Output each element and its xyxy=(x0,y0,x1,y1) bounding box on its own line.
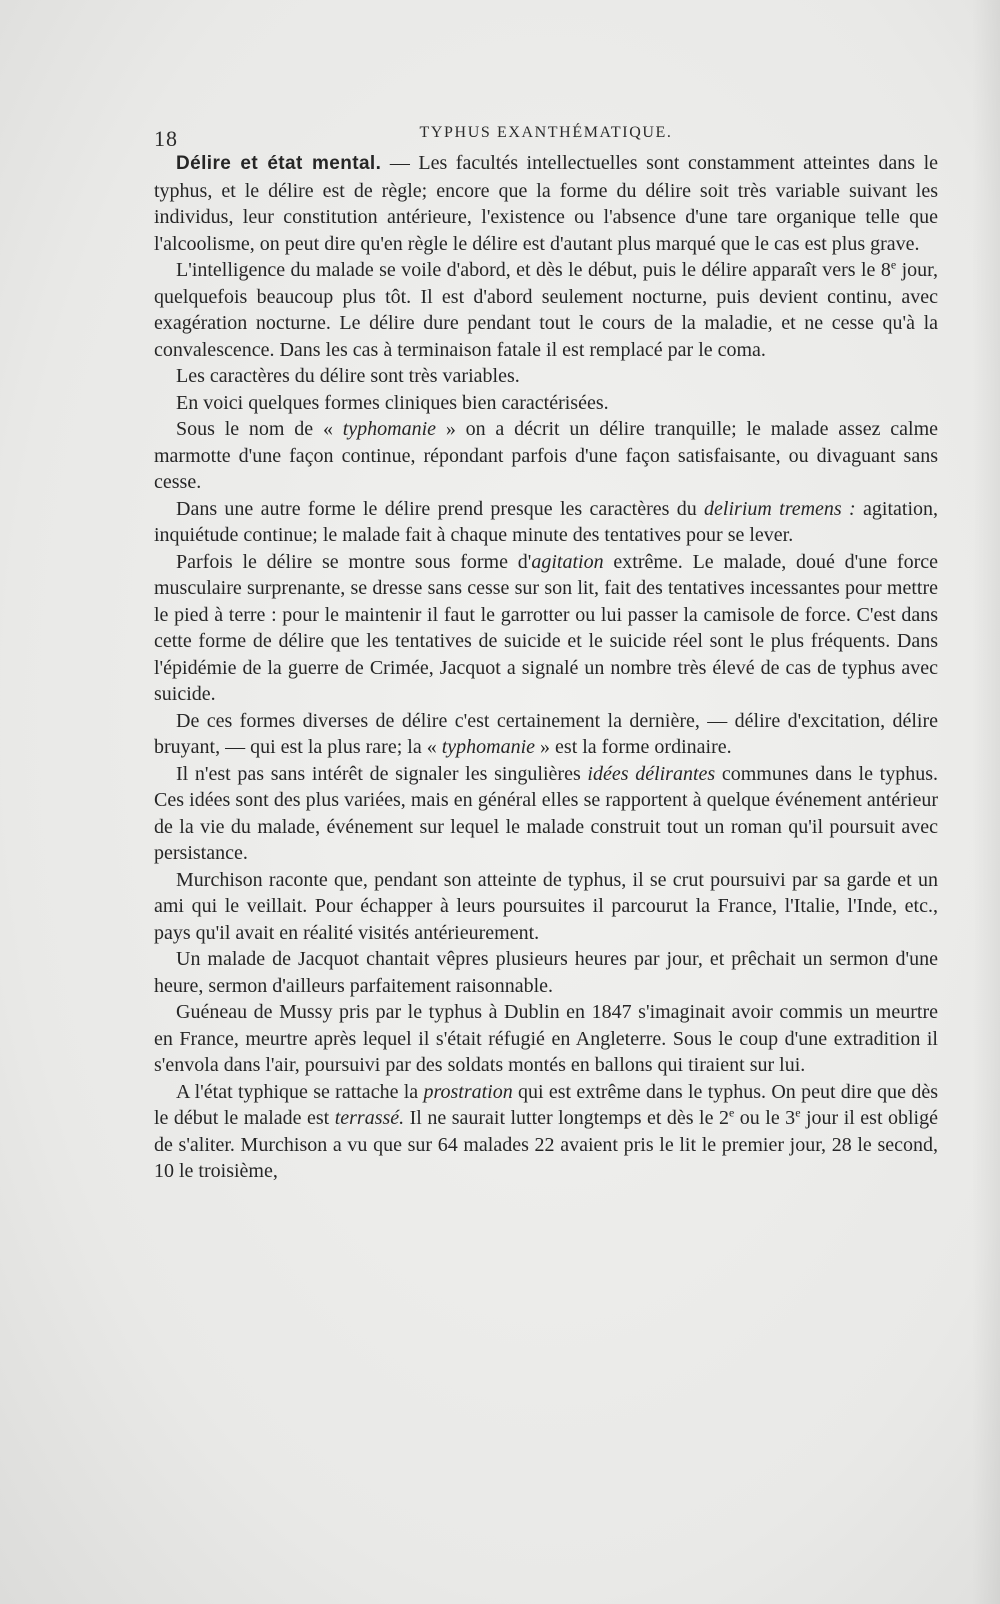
italic-term: typhomanie xyxy=(441,736,536,758)
paragraph-3 xyxy=(154,363,938,390)
paragraph-text: extrême. Le malade, doué d'une force musculaire surprenante, se dresse sans cesse sur son lit, fait des tentatives incessantes pour mettre le pied à terre : pour le maintenir il faut le garrotter ou lui passer la camisole de force. C'est dans cette forme de délire que les tentatives de suicide et le suicide réel sont le plus fréquents. Dans l'épidémie de la guerre de Crimée, Jacquot a signalé un nombre très élevé de cas de typhus avec suicide. xyxy=(154,550,938,705)
paragraph-text: jour il est obligé de s'aliter. Murchison a vu que sur 64 malades 22 avaient pris le lit le premier jour, 28 le second, 10 le troisième, xyxy=(154,1107,938,1182)
running-title: TYPHUS EXANTHÉMATIQUE. xyxy=(419,124,673,141)
paragraph-10 xyxy=(154,867,938,947)
paragraph-text: De ces formes diverses de délire c'est certainement la dernière, — délire d'excitation, délire bruyant, — qui est la plus rare; la « xyxy=(154,709,938,758)
paragraph-text: A l'état typhique se rattache la xyxy=(176,1080,424,1103)
italic-term: delirium tremens : xyxy=(704,497,856,520)
paragraph-9 xyxy=(154,761,938,867)
page-number: 18 xyxy=(154,126,178,151)
paragraph-text: » on a décrit un délire tranquille; le malade assez calme marmotte d'une façon continue, répondant parfois d'une façon satisfaisante, ou divaguant sans cesse. xyxy=(154,418,938,493)
superscript: e xyxy=(795,1105,801,1120)
paragraph-12 xyxy=(154,999,938,1079)
paragraph-4 xyxy=(154,390,938,417)
paragraph-text: L'intelligence du malade se voile d'abord, et dès le début, puis le délire apparaît vers le 8 xyxy=(176,259,891,281)
paragraph-6 xyxy=(154,496,938,549)
italic-term: terrassé. xyxy=(334,1107,405,1129)
paragraph-text: Guéneau de Mussy pris par le typhus à Dublin en 1847 s'imaginait avoir commis un meurtre en France, meurtre après lequel il s'était réfugié en Angleterre. Sous le coup d'une extradition il s'envola dans l'air, poursuivi par des soldats montés en ballons qui tiraient sur lui. xyxy=(154,1001,938,1076)
italic-term: typhomanie xyxy=(342,418,437,440)
paragraph-text: Il n'est pas sans intérêt de signaler les singulières xyxy=(176,762,588,785)
superscript: e xyxy=(890,257,897,272)
paragraph-text: Dans une autre forme le délire prend presque les caractères du xyxy=(176,497,705,520)
paragraph-text: Les caractères du délire sont très variables. xyxy=(176,365,520,387)
paragraph-13 xyxy=(154,1079,938,1185)
paragraph-text: Sous le nom de « xyxy=(176,418,343,440)
paragraph-text: Parfois le délire se montre sous forme d' xyxy=(176,550,532,573)
paragraph-11 xyxy=(154,946,938,999)
paragraph-2 xyxy=(154,257,938,363)
paragraph-text: Un malade de Jacquot chantait vêpres plusieurs heures par jour, et prêchait un sermon d'une heure, sermon d'ailleurs parfaitement raisonnable. xyxy=(154,948,938,997)
superscript: e xyxy=(728,1105,735,1120)
paragraph-text: agitation, inquiétude continue; le malade fait à chaque minute des tentatives pour se lever. xyxy=(154,497,939,546)
paragraph-text: Murchison raconte que, pendant son atteinte de typhus, il se crut poursuivi par sa garde et un ami qui le veillait. Pour échapper à leurs poursuites il parcourut la France, l'Italie, l'Inde, etc., pays qu'il avait en réalité visités antérieurement. xyxy=(154,868,938,944)
paragraph-7 xyxy=(154,549,938,708)
section-title: Délire et état mental. xyxy=(176,153,382,174)
paragraph-text: ou le 3 xyxy=(734,1107,796,1129)
paragraph-1 xyxy=(154,150,938,257)
body-text xyxy=(154,150,938,1185)
paragraph-text: communes dans le typhus. Ces idées sont des plus variées, mais en général elles se rapportent à quelque événement antérieur de la vie du malade, événement sur lequel le malade construit tout un roman qu'il poursuit avec persistance. xyxy=(154,762,938,864)
paragraph-text: Il ne saurait lutter longtemps et dès le 2 xyxy=(404,1107,729,1129)
paragraph-5 xyxy=(154,416,938,496)
italic-term: prostration xyxy=(423,1080,513,1103)
paragraph-text: » est la forme ordinaire. xyxy=(535,736,732,758)
paragraph-text: qui est extrême dans le typhus. On peut dire que dès le début le malade est xyxy=(154,1080,938,1129)
paragraph-text: En voici quelques formes cliniques bien caractérisées. xyxy=(176,391,609,414)
page-header xyxy=(154,120,938,150)
italic-term: idées délirantes xyxy=(587,762,716,785)
paragraph-8 xyxy=(154,708,938,761)
page-edge-shadow xyxy=(972,0,1000,1604)
italic-term: agitation xyxy=(531,550,604,573)
paragraph-text: jour, quelquefois beaucoup plus tôt. Il est d'abord seulement nocturne, puis devient continu, avec exagération nocturne. Le délire dure pendant tout le cours de la maladie, et ne cesse qu'à la convalescence. Dans les cas à terminaison fatale il est remplacé par le coma. xyxy=(154,259,938,361)
paragraph-text: — Les facultés intellectuelles sont constamment atteintes dans le typhus, et le délire est de règle; encore que la forme du délire soit très variable suivant les individus, leur constitution antérieure, l'existence ou l'absence d'une tare organique telle que l'alcoolisme, on peut dire qu'en règle le délire est d'autant plus marqué que le cas est plus grave. xyxy=(154,152,939,255)
